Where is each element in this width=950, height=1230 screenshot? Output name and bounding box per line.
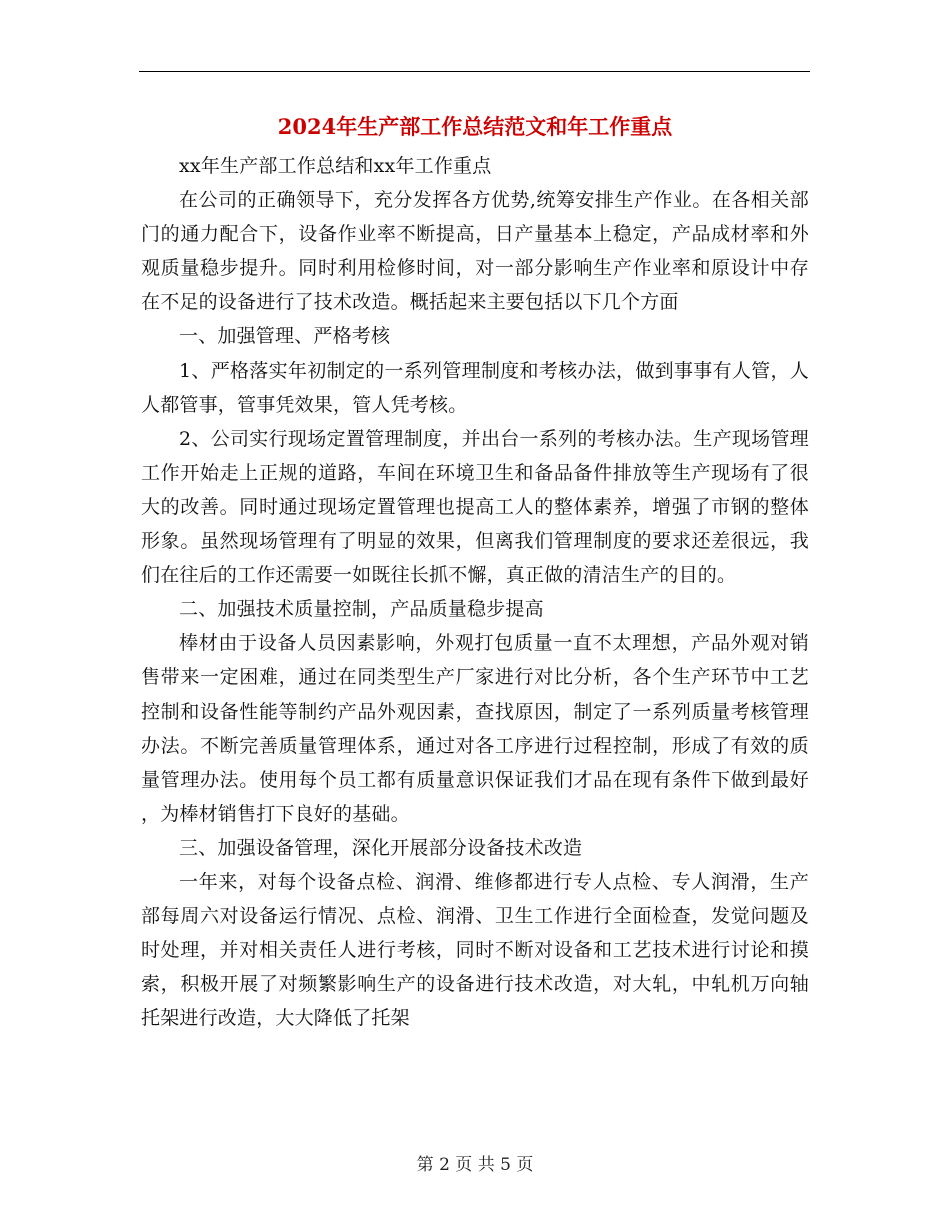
document-body [141,149,809,1035]
page-number: 第 2 页 共 5 页 [416,1155,534,1175]
paragraph-intro: 在公司的正确领导下，充分发挥各方优势,统筹安排生产作业。在各相关部门的通力配合下，设备作业率不断提高，日产量基本上稳定，产品成材率和外观质量稳步提升。同时利用检修时间，对一部分影响生产作业率和原设计中存在不足的设备进行了技术改造。概括起来主要包括以下几个方面 [141,189,809,314]
paragraph-equipment: 一年来，对每个设备点检、润滑、维修都进行专人点检、专人润滑，生产部每周六对设备运行情况、点检、润滑、卫生工作进行全面检查，发觉问题及时处理，并对相关责任人进行考核，同时不断对设备和工艺技术进行讨论和摸索，积极开展了对频繁影响生产的设备进行技术改造，对大轧，中轧机万向轴托架进行改造，大大降低了托架 [141,870,809,1030]
section-heading-3: 三、加强设备管理，深化开展部分设备技术改造 [179,836,583,859]
paragraph-quality: 棒材由于设备人员因素影响，外观打包质量一直不太理想，产品外观对销售带来一定困难，通过在同类型生产厂家进行对比分析，各个生产环节中工艺控制和设备性能等制约产品外观因素，查找原因，制定了一系列质量考核管理办法。不断完善质量管理体系，通过对各工序进行过程控制，形成了有效的质量管理办法。使用每个员工都有质量意识保证我们才品在现有条件下做到最好，为棒材销售打下良好的基础。 [141,632,809,825]
document-title: 2024年生产部工作总结范文和年工作重点 [277,114,673,139]
section-heading-1: 一、加强管理、严格考核 [179,325,391,348]
paragraph-item-2: 2、公司实行现场定置管理制度，并出台一系列的考核办法。生产现场管理工作开始走上正规的道路，车间在环境卫生和备品备件排放等生产现场有了很大的改善。同时通过现场定置管理也提高工人的整体素养，增强了市钢的整体形象。虽然现场管理有了明显的效果，但离我们管理制度的要求还差很远，我们在往后的工作还需要一如既往长抓不懈，真正做的清洁生产的目的。 [141,427,809,587]
paragraph-item-1: 1、严格落实年初制定的一系列管理制度和考核办法，做到事事有人管，人人都管事，管事凭效果，管人凭考核。 [141,359,809,416]
header-rule [139,71,810,72]
section-heading-2: 二、加强技术质量控制，产品质量稳步提高 [179,598,544,621]
paragraph-subtitle: xx年生产部工作总结和xx年工作重点 [179,155,492,177]
